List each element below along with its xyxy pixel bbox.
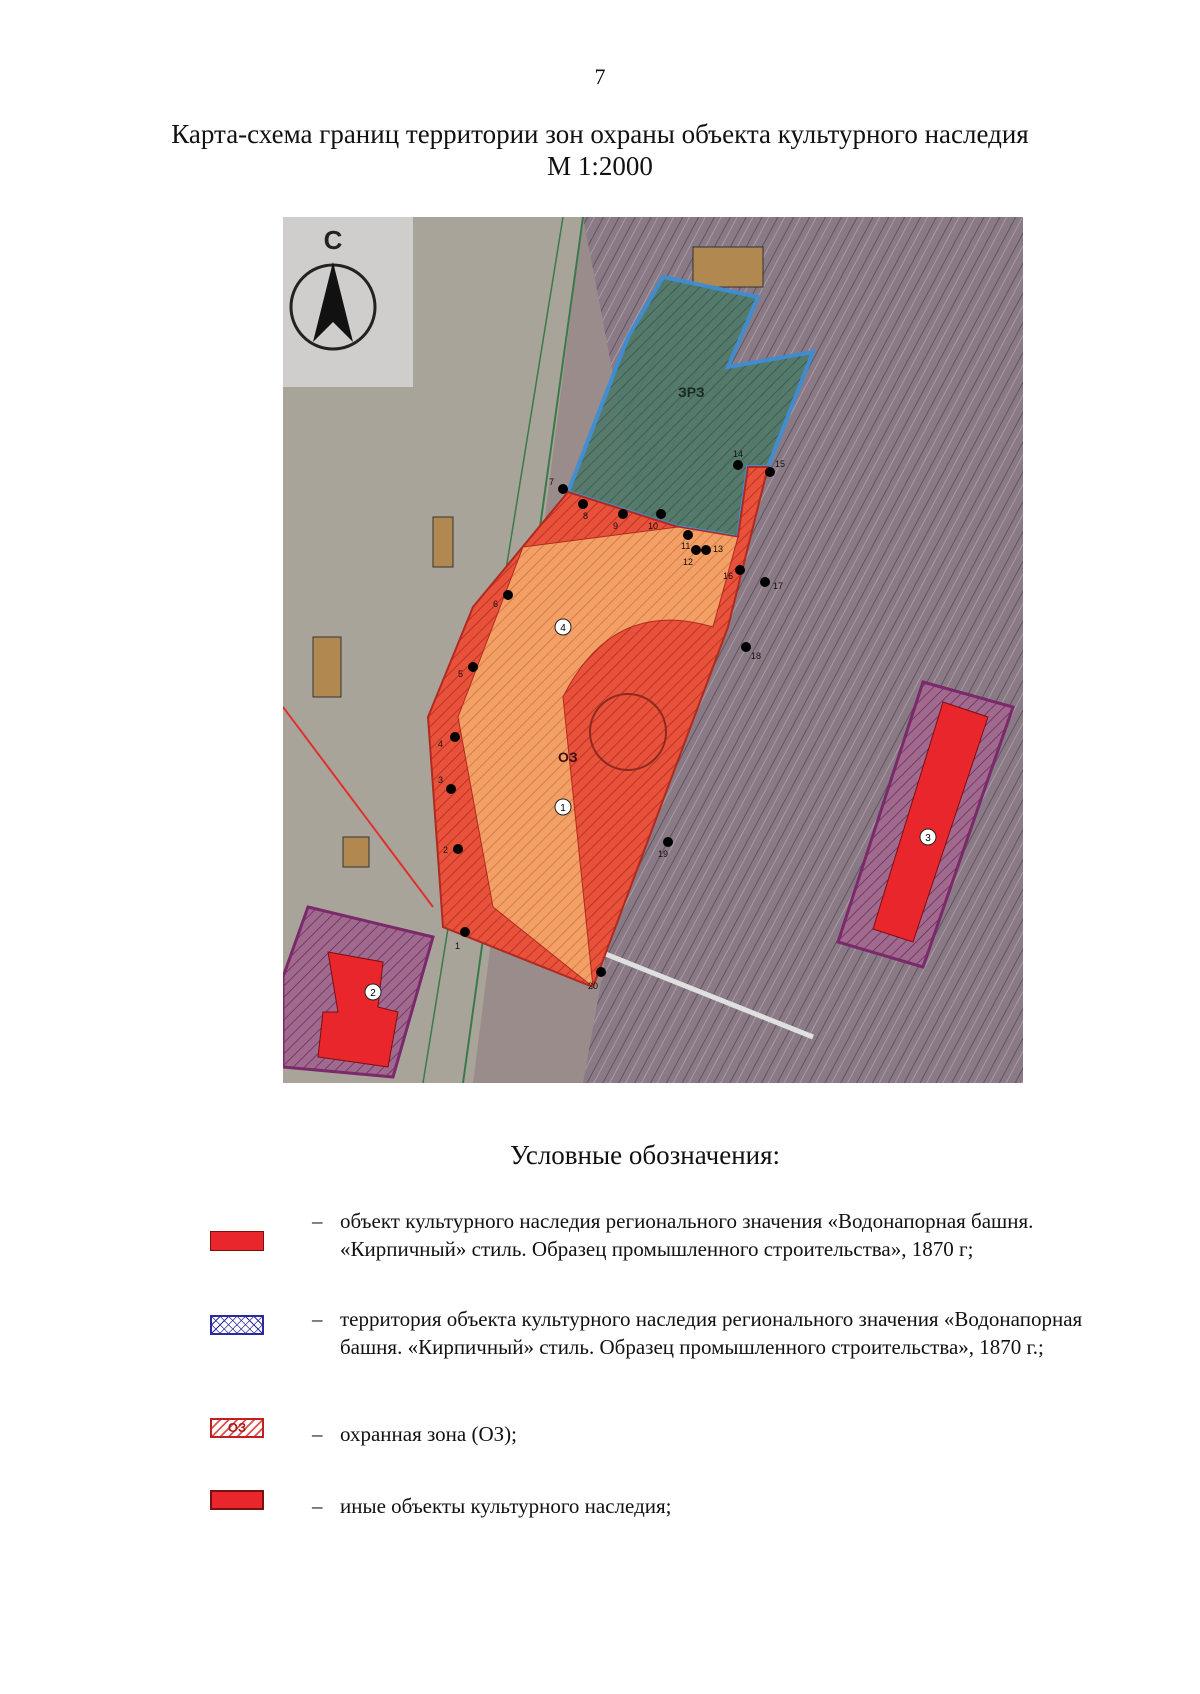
boundary-point <box>453 844 463 854</box>
object-marker <box>555 619 571 635</box>
legend-title: Условные обозначения: <box>509 1140 781 1170</box>
boundary-point-label: 8 <box>583 511 589 521</box>
legend-text: – объект культурного наследия регионального значения «Водонапорная башня. «Кирпичный» стиль. Образец промышленного строительства», 1870 г; <box>312 1209 1034 1261</box>
boundary-point <box>656 509 666 519</box>
legend-item <box>0 1305 1200 1395</box>
boundary-point-label: 1 <box>455 941 461 951</box>
boundary-point <box>735 565 745 575</box>
boundary-point <box>760 577 770 587</box>
oz-label: ОЗ <box>558 749 578 765</box>
boundary-point-label: 12 <box>683 557 694 567</box>
compass-background <box>283 217 413 387</box>
boundary-point <box>450 732 460 742</box>
legend-text: – иные объекты культурного наследия; <box>312 1494 672 1518</box>
building <box>693 247 763 287</box>
boundary-point-label: 7 <box>549 477 555 487</box>
boundary-point-label: 20 <box>588 981 599 991</box>
title-line: Карта-схема границ территории зон охраны объекта культурного наследия <box>171 119 1029 149</box>
legend-text: – охранная зона (ОЗ); <box>312 1422 517 1446</box>
boundary-point-label: 18 <box>751 651 762 661</box>
legend-swatch-object <box>210 1231 264 1251</box>
map-frame <box>283 217 1023 1083</box>
boundary-point-label: 4 <box>438 739 444 749</box>
building <box>313 637 341 697</box>
north-label: С <box>323 225 343 255</box>
boundary-point <box>468 662 478 672</box>
legend-swatch-other-objects <box>210 1490 264 1510</box>
boundary-point-label: 5 <box>458 669 464 679</box>
legend-item <box>0 1207 1200 1297</box>
boundary-point-label: 19 <box>658 849 669 859</box>
legend-item <box>0 1492 1200 1582</box>
boundary-point-label: 16 <box>723 571 734 581</box>
boundary-point <box>460 927 470 937</box>
boundary-point <box>683 530 693 540</box>
legend-text: – территория объекта культурного наследия регионального значения «Водонапорная башня. «Кирпичный» стиль. Образец промышленного строительства», 1870 г.; <box>312 1307 1083 1359</box>
legend-swatch-territory <box>210 1315 264 1335</box>
building <box>433 517 453 567</box>
object-marker <box>365 984 381 1000</box>
boundary-point-label: 13 <box>713 544 724 554</box>
object-marker <box>555 799 571 815</box>
boundary-point <box>558 484 568 494</box>
boundary-point-label: 9 <box>613 521 619 531</box>
object-marker <box>920 829 936 845</box>
svg-text:1: 1 <box>560 803 566 814</box>
boundary-point <box>733 460 743 470</box>
boundary-point-label: 2 <box>443 845 449 855</box>
legend-swatch-oz: ОЗ <box>210 1418 264 1438</box>
boundary-point <box>663 837 673 847</box>
svg-text:3: 3 <box>925 833 931 844</box>
page-title <box>0 118 1200 182</box>
boundary-point-label: 6 <box>493 599 499 609</box>
building <box>343 837 369 867</box>
boundary-point <box>741 642 751 652</box>
svg-text:4: 4 <box>560 623 566 634</box>
boundary-point-label: 10 <box>648 521 659 531</box>
boundary-point-label: 3 <box>438 775 444 785</box>
page-number: 7 <box>594 64 606 89</box>
zrz-label: ЗРЗ <box>678 384 705 400</box>
boundary-point-label: 11 <box>681 541 691 551</box>
boundary-point <box>578 499 588 509</box>
boundary-point <box>446 784 456 794</box>
boundary-point-label: 14 <box>733 449 744 459</box>
boundary-point <box>765 467 775 477</box>
boundary-point-label: 17 <box>773 581 784 591</box>
boundary-point <box>701 545 711 555</box>
boundary-point <box>596 967 606 977</box>
map-scale: М 1:2000 <box>547 151 653 181</box>
boundary-point-label: 15 <box>775 459 786 469</box>
map-canvas <box>283 217 1023 1083</box>
boundary-point <box>618 509 628 519</box>
boundary-point <box>691 545 701 555</box>
boundary-point <box>503 590 513 600</box>
svg-text:2: 2 <box>370 988 376 999</box>
